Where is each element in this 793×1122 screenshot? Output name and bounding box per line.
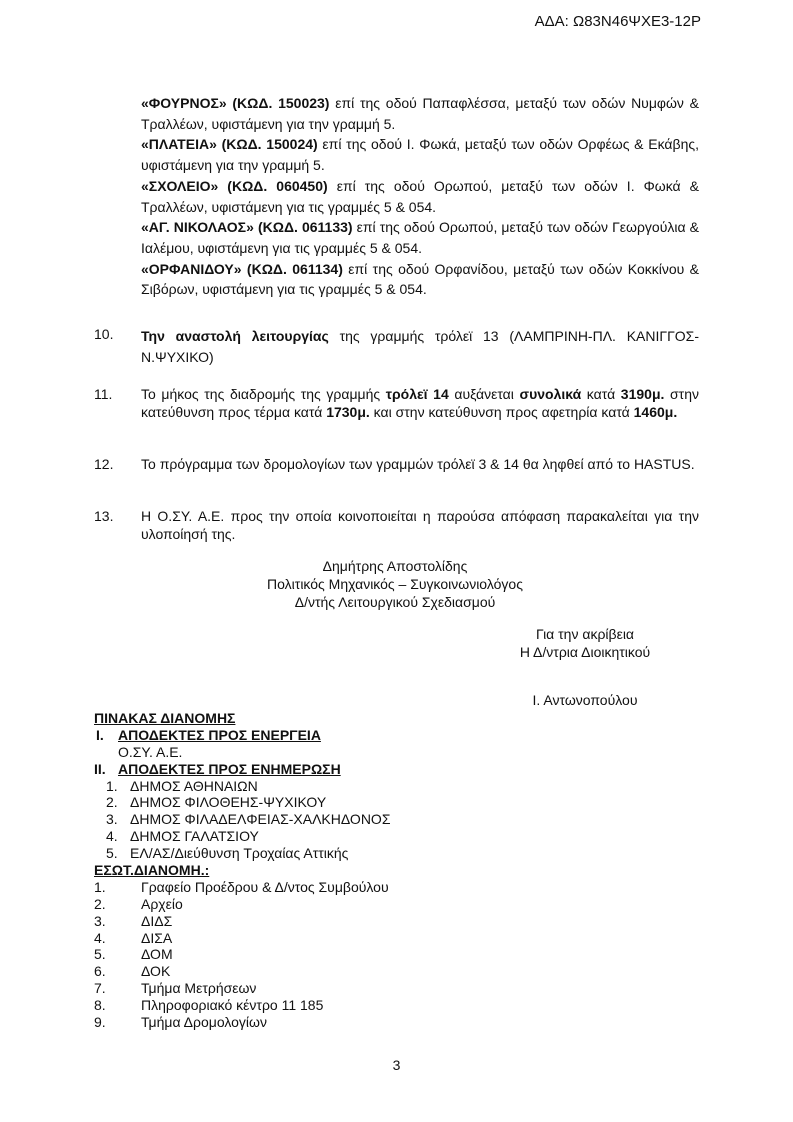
list-number: 4.: [106, 828, 118, 845]
item-rest-text: της γραμμής τρόλεϊ 13 (ΛΑΜΠΡΙΝΗ-ΠΛ. ΚΑΝΙΓΓΟΣ-Ν.ΨΥΧΙΚΟ): [141, 328, 700, 365]
stop-description: επί της οδού Ορφανίδου, μεταξύ των οδών Κοκκίνου & Σιβόρων, υφιστάμενη για τις γραμμές 5 & 054.: [141, 260, 700, 298]
text-run-bold: 1460μ.: [633, 403, 678, 420]
item-bold-text: Την αναστολή λειτουργίας: [141, 328, 329, 344]
internal-recipient: ΔΟΚ: [141, 963, 171, 980]
decision-item-12: [94, 456, 699, 474]
text-run-bold: 1730μ.: [326, 403, 370, 420]
signatory-department: Δ/ντής Λειτουργικού Σχεδιασμού: [294, 594, 496, 610]
internal-recipient: ΔΟΜ: [141, 946, 173, 963]
stop-entry: [141, 217, 699, 258]
item-text: Η Ο.ΣΥ. Α.Ε. προς την οποία κοινοποιείται η παρούσα απόφαση παρακαλείται για την υλοποίησή της.: [141, 508, 699, 542]
item-text: [141, 386, 699, 421]
list-number: 2.: [106, 794, 118, 811]
signatory-title: Πολιτικός Μηχανικός – Συγκοινωνιολόγος: [267, 576, 523, 592]
info-recipients-heading: ΑΠΟΔΕΚΤΕΣ ΠΡΟΣ ΕΝΗΜΕΡΩΣΗ: [118, 760, 341, 777]
stop-entry: [141, 176, 699, 217]
list-number: 1.: [106, 777, 118, 794]
accuracy-certification: [470, 625, 700, 661]
text-run: στην κατεύθυνση προς τέρμα κατά: [141, 386, 699, 420]
stop-entry: [141, 134, 699, 175]
item-number: 11.: [94, 386, 113, 402]
list-number: 2.: [94, 895, 106, 912]
text-run: και στην κατεύθυνση προς αφετηρία κατά: [369, 403, 634, 420]
stop-name: «ΟΡΦΑΝΙΔΟΥ» (ΚΩΔ. 061134): [141, 260, 343, 277]
internal-recipient: ΔΙΣΑ: [141, 929, 173, 946]
item-number: 13.: [94, 508, 114, 524]
internal-recipient: Πληροφοριακό κέντρο 11 185: [141, 997, 324, 1014]
internal-distribution-heading: ΕΣΩΤ.ΔΙΑΝΟΜΗ.:: [94, 862, 210, 879]
stop-name: «ΦΟΥΡΝΟΣ» (ΚΩΔ. 150023): [141, 95, 330, 111]
item-text: [141, 326, 699, 367]
distribution-table: [94, 710, 514, 1031]
list-number: 5.: [106, 845, 118, 862]
text-run-bold: συνολικά: [519, 386, 582, 402]
section-number: ΙΙ.: [94, 760, 106, 777]
decision-item-13: [94, 508, 699, 543]
list-number: 7.: [94, 980, 106, 997]
info-recipient: ΔΗΜΟΣ ΦΙΛΟΘΕΗΣ-ΨΥΧΙΚΟΥ: [130, 794, 327, 811]
item-number: 12.: [94, 456, 114, 472]
section-number: Ι.: [96, 726, 104, 743]
internal-recipient: Τμήμα Μετρήσεων: [141, 980, 257, 997]
list-number: 5.: [94, 946, 106, 963]
stop-description: επί της οδού Ι. Φωκά, μεταξύ των οδών Ορφέως & Εκάβης, υφιστάμενη για την γραμμή 5.: [141, 136, 700, 174]
internal-recipient: Αρχείο: [141, 895, 183, 912]
text-run-bold: τρόλεϊ 14: [385, 386, 449, 402]
info-recipient: ΔΗΜΟΣ ΑΘΗΝΑΙΩΝ: [130, 777, 258, 794]
stop-entry: [141, 259, 699, 300]
text-run-bold: 3190μ.: [620, 386, 665, 402]
decision-item-10: [94, 326, 699, 367]
decision-item-11: [94, 386, 699, 421]
accuracy-name: Ι. Αντωνοπούλου: [532, 692, 638, 708]
stop-description: επί της οδού Ορωπού, μεταξύ των οδών Γεωργούλια & Ιαλέμου, υφιστάμενη για τις γραμμές 5 & 054.: [141, 219, 699, 256]
stop-name: «ΣΧΟΛΕΙΟ» (ΚΩΔ. 060450): [141, 177, 328, 194]
accuracy-role: Η Δ/ντρια Διοικητικού: [519, 644, 651, 660]
text-run: αυξάνεται: [448, 386, 520, 402]
text-run: Το μήκος της διαδρομής της γραμμής: [141, 386, 386, 402]
list-number: 8.: [94, 997, 106, 1014]
item-number: 10.: [94, 326, 114, 342]
ada-code: ΑΔΑ: Ω83Ν46ΨΧΕ3-12Ρ: [534, 13, 701, 30]
stop-description: επί της οδού Ορωπού, μεταξύ των οδών Ι. Φωκά & Τραλλέων, υφιστάμενη για τις γραμμές 5 & 054.: [141, 177, 699, 215]
distribution-heading: ΠΙΝΑΚΑΣ ΔΙΑΝΟΜΗΣ: [94, 710, 236, 726]
info-recipient: ΕΛ/ΑΣ/Διεύθυνση Τροχαίας Αττικής: [130, 845, 349, 862]
internal-recipient: ΔΙΔΣ: [141, 912, 173, 929]
page-number: 3: [392, 1057, 401, 1073]
list-number: 3.: [94, 912, 106, 929]
bus-stops-list: [141, 93, 699, 300]
signatory-name: Δημήτρης Αποστολίδης: [322, 558, 468, 574]
accuracy-line: Για την ακρίβεια: [535, 626, 635, 642]
list-number: 1.: [94, 878, 106, 895]
list-number: 6.: [94, 963, 106, 980]
internal-recipient: Γραφείο Προέδρου & Δ/ντος Συμβούλου: [141, 878, 389, 895]
info-recipient: ΔΗΜΟΣ ΓΑΛΑΤΣΙΟΥ: [130, 828, 259, 845]
info-recipient: ΔΗΜΟΣ ΦΙΛΑΔΕΛΦΕΙΑΣ-ΧΑΛΚΗΔΟΝΟΣ: [130, 811, 391, 828]
list-number: 4.: [94, 929, 106, 946]
action-recipient: Ο.ΣΥ. Α.Ε.: [118, 743, 183, 760]
text-run: κατά: [581, 386, 621, 402]
stop-entry: [141, 93, 699, 134]
list-number: 9.: [94, 1014, 106, 1031]
action-recipients-heading: ΑΠΟΔΕΚΤΕΣ ΠΡΟΣ ΕΝΕΡΓΕΙΑ: [118, 726, 321, 743]
stop-name: «ΑΓ. ΝΙΚΟΛΑΟΣ» (ΚΩΔ. 061133): [141, 219, 353, 236]
item-text: Το πρόγραμμα των δρομολογίων των γραμμών τρόλεϊ 3 & 14 θα ληφθεί από το HASTUS.: [141, 456, 695, 472]
list-number: 3.: [106, 811, 118, 828]
stop-name: «ΠΛΑΤΕΙΑ» (ΚΩΔ. 150024): [141, 136, 318, 153]
internal-recipient: Τμήμα Δρομολογίων: [141, 1014, 267, 1031]
stop-description: επί της οδού Παπαφλέσσα, μεταξύ των οδών Νυμφών & Τραλλέων, υφιστάμενη για την γραμμή 5.: [141, 95, 699, 132]
signature-block: [200, 557, 590, 611]
